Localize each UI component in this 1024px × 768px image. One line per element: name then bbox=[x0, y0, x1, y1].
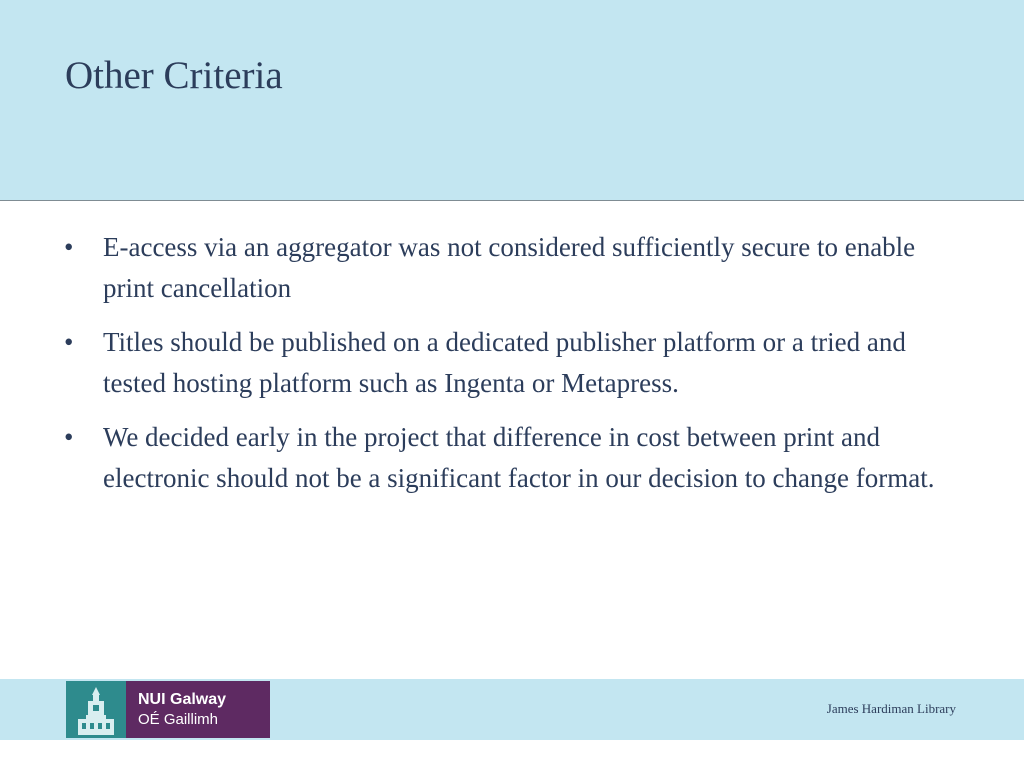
bullet-marker: • bbox=[64, 422, 74, 452]
slide-title: Other Criteria bbox=[65, 54, 283, 97]
logo-wordmark bbox=[126, 681, 270, 738]
bullet-text: E-access via an aggregator was not considered sufficiently secure to enable print cancellation bbox=[103, 232, 916, 303]
bullet-item bbox=[64, 227, 964, 309]
nui-galway-logo bbox=[66, 681, 270, 738]
bullet-list bbox=[64, 227, 964, 512]
bullet-text: Titles should be published on a dedicated publisher platform or a tried and tested hosting platform such as Ingenta or Metapress. bbox=[103, 327, 906, 398]
logo-line-irish: OÉ Gaillimh bbox=[138, 711, 219, 728]
bullet-item bbox=[64, 322, 964, 404]
bullet-marker: • bbox=[64, 232, 74, 262]
bullet-item bbox=[64, 417, 964, 499]
logo-line-english: NUI Galway bbox=[138, 691, 227, 708]
bullet-text: We decided early in the project that difference in cost between print and electronic should not be a significant factor in our decision to change format. bbox=[103, 422, 935, 493]
bullet-marker: • bbox=[64, 327, 74, 357]
title-band bbox=[0, 0, 1024, 201]
footer-credit: James Hardiman Library bbox=[826, 701, 956, 716]
tower-icon bbox=[66, 681, 126, 738]
